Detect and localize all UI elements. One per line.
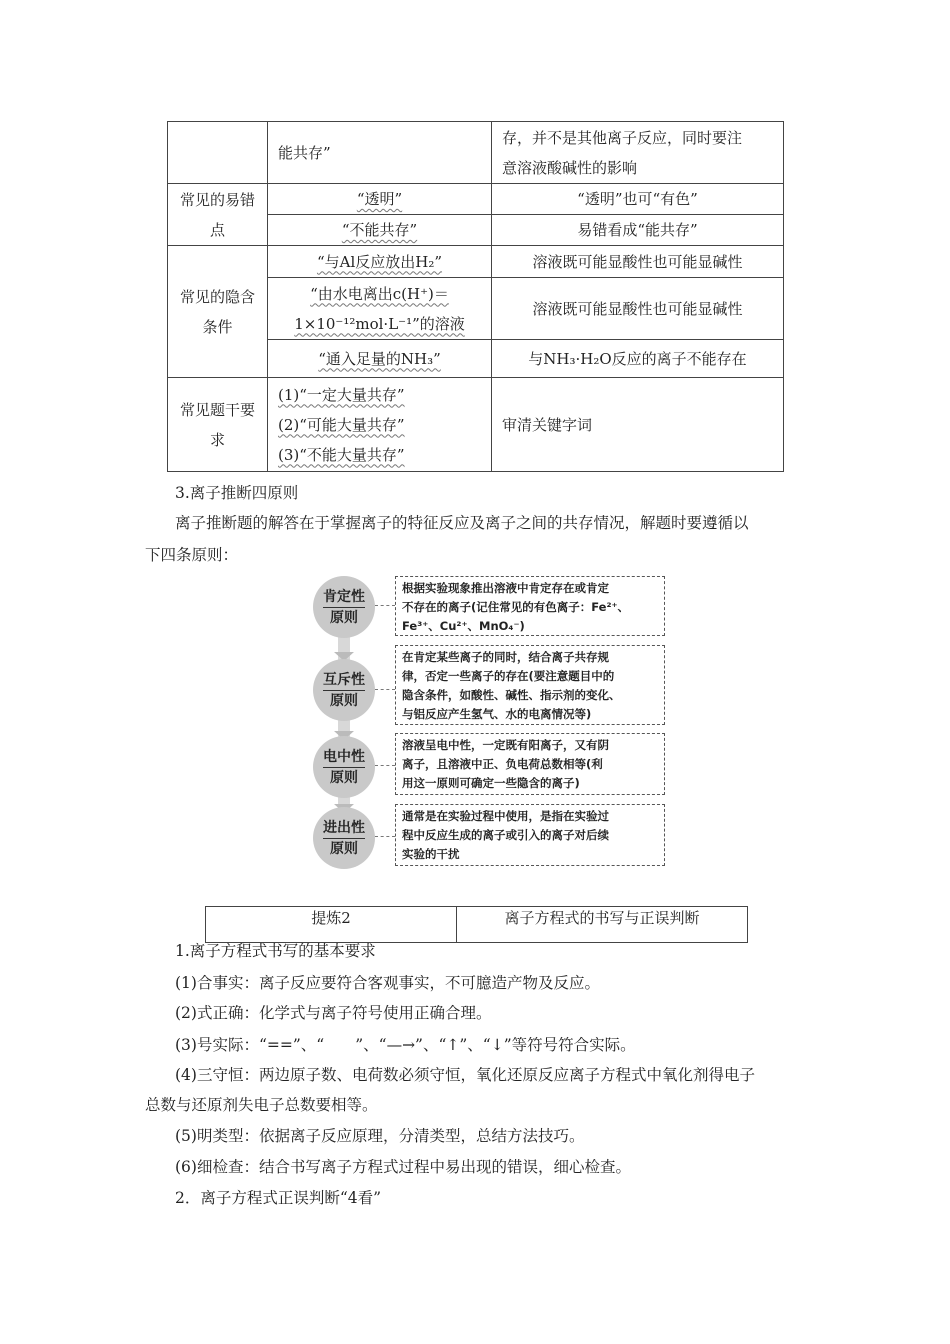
principle-name: 原则 [330,769,358,786]
list-item [175,1157,631,1177]
label-text: 常见题干要 [179,400,255,419]
section-heading: 1.离子方程式书写的基本要求 [175,942,376,960]
list-item-continuation: 总数与还原剂失电子总数要相等。 [145,1096,378,1114]
table-cell [492,246,784,278]
table-cell [268,246,492,278]
item-key: (3)号实际： [175,1036,259,1054]
condition-text: “透明” [356,190,403,208]
description-line: 隐含条件，如酸性、碱性、指示剂的变化、 [402,688,621,702]
list-item [175,1126,584,1146]
paragraph-line: 下四条原则： [145,546,239,564]
row-group-label [168,246,268,378]
dashed-link [375,765,395,766]
description-line: 程中反应生成的离子或引入的离子对后续 [402,828,609,842]
label-text: 点 [209,220,225,239]
principle-name: 进出性 [323,818,365,839]
list-item [175,1065,755,1085]
table-cell [492,340,784,378]
principle-node [313,659,375,721]
table-cell [168,122,268,184]
condition-text: “通入足量的NH₃” [318,349,441,368]
principle-node [313,736,375,798]
item-text: “==”、“ ”、“—→”、“↑”、“↓”等符号符合实际。 [258,1036,636,1054]
paragraph-line: 离子推断题的解答在于掌握离子的特征反应及离子之间的共存情况，解题时要遵循以 [175,514,749,532]
note-text: “透明”也可“有色” [577,190,698,208]
label-text: 常见的隐含 [179,287,255,306]
description-line: 律，否定一些离子的存在(要注意题目中的 [402,669,615,683]
tilian-header-table [205,906,748,943]
item-text: 化学式与离子符号使用正确合理。 [258,1004,492,1022]
note-text: 溶液既可能显酸性也可能显碱性 [532,252,743,271]
list-item [175,973,600,993]
item-text: 离子反应要符合客观事实，不可臆造产物及反应。 [258,974,600,992]
row-group-label [168,184,268,246]
tilian-label: 提炼2 [206,907,457,943]
description-line: 通常是在实验过程中使用，是指在实验过 [402,809,609,823]
principle-name: 肯定性 [323,587,365,608]
note-text: 溶液既可能显酸性也可能显碱性 [532,299,743,318]
table-cell [492,184,784,215]
principle-name: 电中性 [323,747,365,768]
description-line: 用这一原则可确定一些隐含的离子) [402,776,580,790]
principle-name: 原则 [330,840,358,857]
table-cell [492,122,784,184]
item-text: 结合书写离子方程式过程中易出现的错误，细心检查。 [258,1158,631,1176]
tilian-title: 离子方程式的书写与正误判断 [457,907,748,943]
table-cell [268,122,492,184]
principle-name: 原则 [330,609,358,626]
table-cell [268,340,492,378]
cell-text: 存，并不是其他离子反应，同时要注 [502,128,743,147]
description-line: Fe³⁺、Cu²⁺、MnO₄⁻) [402,619,525,633]
principle-description [395,804,665,866]
principle-node [313,807,375,869]
item-key: (5)明类型： [175,1127,259,1145]
item-key: (4)三守恒： [175,1066,259,1084]
dashed-link [375,836,395,837]
item-key: (1)合事实： [175,974,259,992]
description-line: 根据实验现象推出溶液中肯定存在或肯定 [402,581,609,595]
item-key: (2)式正确： [175,1004,259,1022]
description-line: 离子，且溶液中正、负电荷总数相等(利 [402,757,603,771]
table-cell [492,378,784,472]
requirement-item: (2)“可能大量共存” [278,415,405,434]
principle-description [395,733,665,795]
table-cell [268,278,492,340]
description-line: 在肯定某些离子的同时，结合离子共存规 [402,650,609,664]
description-line: 与铝反应产生氢气、水的电离情况等) [402,707,592,721]
note-text: 易错看成“能共存” [577,221,698,239]
principle-name: 互斥性 [323,670,365,691]
cell-text: 能共存” [278,143,331,162]
table-cell [268,184,492,215]
table-cell [492,278,784,340]
label-text: 条件 [202,317,233,336]
table-cell [268,378,492,472]
ion-coexistence-table [167,121,784,472]
row-group-label [168,378,268,472]
cell-text: 意溶液酸碱性的影响 [502,158,638,177]
label-text: 求 [209,430,225,449]
table-cell [492,215,784,246]
item-key: (6)细检查： [175,1158,259,1176]
item-text: 两边原子数、电荷数必须守恒，氧化还原反应离子方程式中氧化剂得电子 [258,1066,755,1084]
item-text: 依据离子反应原理，分清类型，总结方法技巧。 [258,1127,585,1145]
principle-description [395,576,665,636]
condition-text: “与Al反应放出H₂” [316,252,443,271]
note-text: 审清关键字词 [502,415,593,434]
principle-node [313,576,375,638]
description-line: 不存在的离子(记住常见的有色离子：Fe²⁺、 [402,600,630,614]
dashed-link [375,605,395,606]
table-cell [268,215,492,246]
requirement-item: (3)“不能大量共存” [278,445,405,464]
condition-text: “不能共存” [341,221,418,239]
requirement-item: (1)“一定大量共存” [278,385,405,404]
description-line: 溶液呈电中性，一定既有阳离子，又有阴 [402,738,609,752]
description-line: 实验的干扰 [402,847,460,861]
section-heading: 2．离子方程式正误判断“4看” [175,1189,382,1207]
principle-description [395,645,665,725]
note-text: 与NH₃·H₂O反应的离子不能存在 [528,349,747,368]
condition-text: “由水电离出c(H⁺)＝ [310,284,449,303]
principle-name: 原则 [330,692,358,709]
list-item [175,1035,636,1055]
list-item [175,1003,491,1023]
section-heading: 3.离子推断四原则 [175,484,299,502]
label-text: 常见的易错 [179,190,255,209]
dashed-link [375,689,395,690]
condition-text: 1×10⁻¹²mol·L⁻¹”的溶液 [294,314,465,333]
